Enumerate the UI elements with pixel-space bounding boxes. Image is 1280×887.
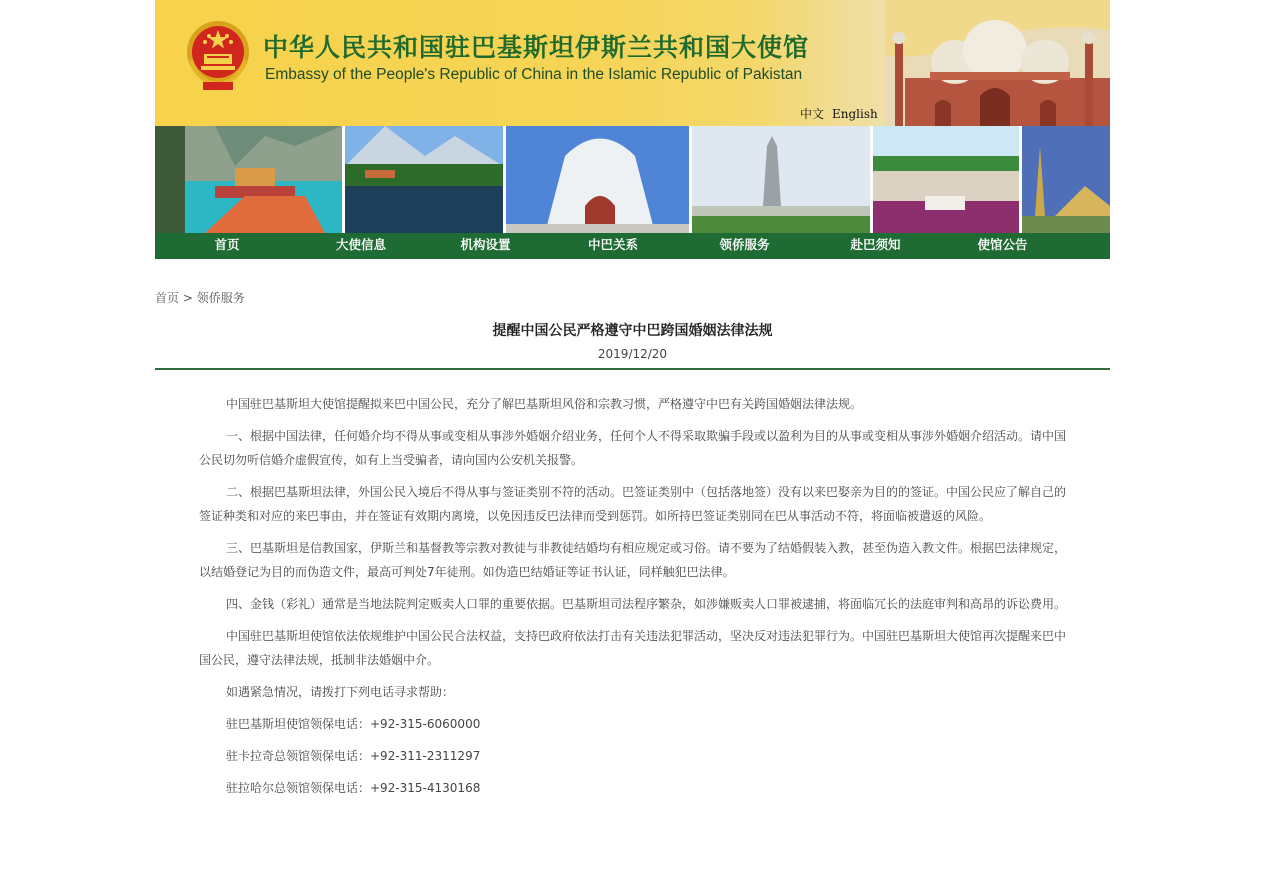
- photo-mausoleum: [506, 126, 689, 233]
- article-title: 提醒中国公民严格遵守中巴跨国婚姻法律法规: [492, 323, 773, 339]
- embassy-title-en: Embassy of the People's Republic of China in the Islamic Republic of Pakistan: [265, 66, 803, 83]
- hotline-karachi: 驻卡拉奇总领馆领保电话：+92-311-2311297: [226, 749, 481, 763]
- mosque-illustration: [885, 0, 1110, 126]
- nav-organization[interactable]: 机构设置: [460, 237, 511, 252]
- embassy-title-cn: 中华人民共和国驻巴基斯坦伊斯兰共和国大使馆: [263, 33, 810, 62]
- article-paragraph: 四、金钱（彩礼）通常是当地法院判定贩卖人口罪的重要依据。巴基斯坦司法程序繁杂，如涉嫌贩卖人口罪被逮捕，将面临冗长的法庭审判和高昂的诉讼费用。: [226, 597, 1067, 611]
- nav-home[interactable]: 首页: [214, 237, 240, 252]
- photo-mosque-dusk: [1022, 126, 1110, 233]
- hotline-embassy: 驻巴基斯坦使馆领保电话：+92-315-6060000: [226, 717, 481, 731]
- photo-strip: [155, 126, 1110, 233]
- photo-mountain-lake: [345, 126, 503, 233]
- article-paragraph: 二、根据巴基斯坦法律，外国公民入境后不得从事与签证类别不符的活动。巴签证类别中（包括落地签）没有以来巴娶亲为目的的签证。中国公民应了解自己的签证种类和对应的来巴事由，并在签证有效期内离境，以免因违反巴法律而受到惩罚。如所持巴签证类别同在巴从事活动不符，将面临被遣返的风险。: [199, 485, 1067, 523]
- main-nav: [155, 233, 1110, 259]
- photo-lake-boats: [155, 126, 342, 233]
- site-banner: [155, 0, 1110, 126]
- nav-travel-notice[interactable]: 赴巴须知: [850, 237, 901, 252]
- nav-ambassador[interactable]: 大使信息: [335, 237, 386, 252]
- article-paragraph: 如遇紧急情况，请拨打下列电话寻求帮助：: [226, 685, 455, 699]
- article-date: 2019/12/20: [597, 347, 668, 361]
- nav-announcements[interactable]: 使馆公告: [977, 237, 1028, 252]
- article-paragraph: 中国驻巴基斯坦使馆依法依规维护中国公民合法权益，支持巴政府依法打击有关违法犯罪活动，坚决反对违法犯罪行为。中国驻巴基斯坦大使馆再次提醒来巴中国公民，遵守法律法规，抵制非法婚姻中介。: [199, 629, 1067, 667]
- breadcrumb-separator: >: [179, 291, 197, 305]
- article-paragraph: 中国驻巴基斯坦大使馆提醒拟来巴中国公民，充分了解巴基斯坦风俗和宗教习惯，严格遵守中巴有关跨国婚姻法律法规。: [226, 397, 863, 411]
- national-emblem-icon: [183, 16, 253, 92]
- lang-chinese-link[interactable]: 中文: [800, 107, 825, 121]
- article-paragraph: 一、根据中国法律，任何婚介均不得从事或变相从事涉外婚姻介绍业务，任何个人不得采取欺骗手段或以盈利为目的从事或变相从事涉外婚姻介绍活动。请中国公民切勿听信婚介虚假宣传，如有上当受骗者，请向国内公安机关报警。: [199, 429, 1067, 467]
- article-paragraph: 三、巴基斯坦是信教国家，伊斯兰和基督教等宗教对教徒与非教徒结婚均有相应规定或习俗。请不要为了结婚假装入教，甚至伪造入教文件。根据巴法律规定，以结婚登记为目的而伪造文件，最高可判处7年徒刑。如伪造巴结婚证等证书认证，同样触犯巴法律。: [199, 541, 1067, 579]
- breadcrumb-home-link[interactable]: 首页: [155, 291, 180, 305]
- nav-china-pakistan-relations[interactable]: 中巴关系: [587, 237, 638, 252]
- photo-plaza: [873, 126, 1019, 233]
- hotline-lahore: 驻拉哈尔总领馆领保电话：+92-315-4130168: [226, 781, 481, 795]
- title-divider: [155, 368, 1110, 370]
- breadcrumb-section-link[interactable]: 领侨服务: [196, 291, 245, 305]
- language-switcher: [800, 105, 886, 122]
- article-body: [199, 392, 1071, 808]
- lang-english-link[interactable]: English: [832, 107, 878, 121]
- nav-consular-services[interactable]: 领侨服务: [719, 237, 770, 252]
- breadcrumb: [155, 289, 245, 306]
- photo-tower-monument: [692, 126, 870, 233]
